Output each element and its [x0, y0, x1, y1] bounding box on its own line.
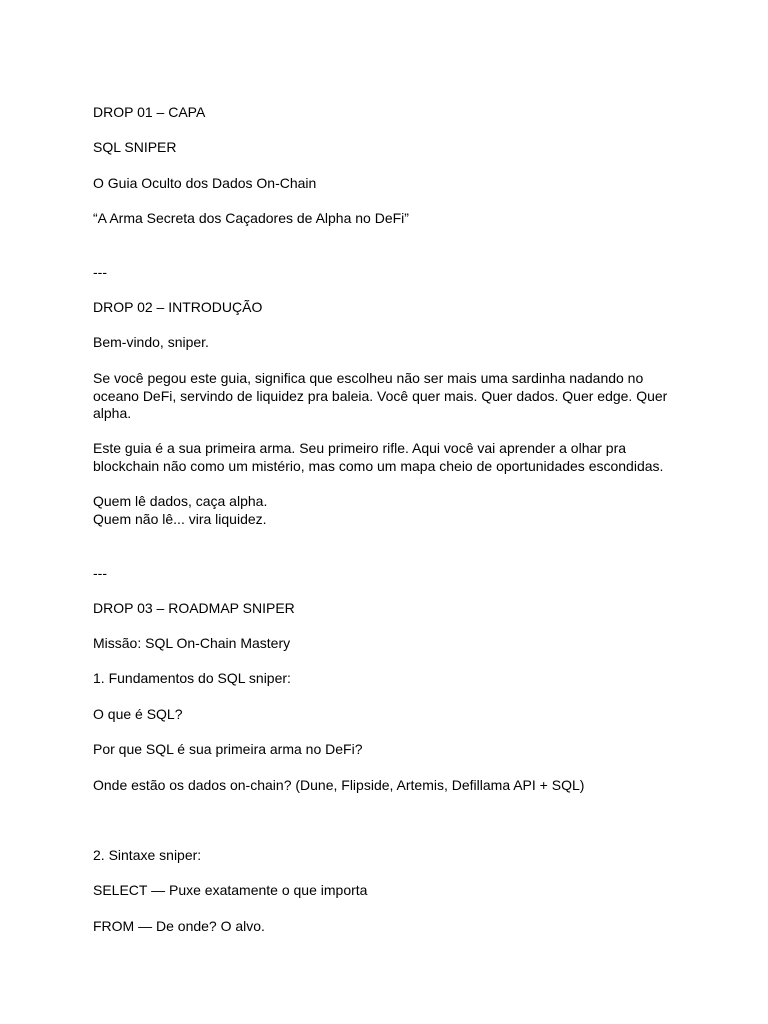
- section-heading-drop-02: DROP 02 – INTRODUÇÃO: [93, 299, 263, 315]
- paragraph-line: O que é SQL?: [93, 706, 183, 722]
- paragraph-line: Missão: SQL On-Chain Mastery: [93, 635, 291, 651]
- cover-title: SQL SNIPER: [93, 139, 177, 155]
- paragraph-line: SELECT — Puxe exatamente o que importa: [93, 882, 368, 898]
- paragraph-line: Bem-vindo, sniper.: [93, 334, 209, 350]
- paragraph-line: oceano DeFi, servindo de liquidez pra baleia. Você quer mais. Quer dados. Quer edge. Quer: [93, 388, 668, 404]
- separator: ---: [93, 264, 107, 280]
- separator: ---: [93, 565, 107, 581]
- section-heading-drop-03: DROP 03 – ROADMAP SNIPER: [93, 600, 295, 616]
- paragraph-line: FROM — De onde? O alvo.: [93, 918, 265, 934]
- cover-subtitle: O Guia Oculto dos Dados On-Chain: [93, 175, 317, 191]
- paragraph-line: Se você pegou este guia, significa que escolheu não ser mais uma sardinha nadando no: [93, 370, 644, 386]
- paragraph-line: Por que SQL é sua primeira arma no DeFi?: [93, 741, 363, 757]
- paragraph-line: Quem não lê... vira liquidez.: [93, 511, 267, 527]
- section-heading-drop-01: DROP 01 – CAPA: [93, 104, 206, 120]
- paragraph-line: alpha.: [93, 405, 132, 421]
- paragraph-line: Onde estão os dados on-chain? (Dune, Flipside, Artemis, Defillama API + SQL): [93, 777, 585, 793]
- paragraph-line: Este guia é a sua primeira arma. Seu primeiro rifle. Aqui você vai aprender a olhar pra: [93, 440, 627, 456]
- paragraph-line: Quem lê dados, caça alpha.: [93, 493, 268, 509]
- paragraph-line: blockchain não como um mistério, mas como um mapa cheio de oportunidades escondidas.: [93, 458, 664, 474]
- list-item: 1. Fundamentos do SQL sniper:: [93, 670, 291, 686]
- list-item: 2. Sintaxe sniper:: [93, 847, 202, 863]
- cover-tagline: “A Arma Secreta dos Caçadores de Alpha no DeFi”: [93, 210, 409, 226]
